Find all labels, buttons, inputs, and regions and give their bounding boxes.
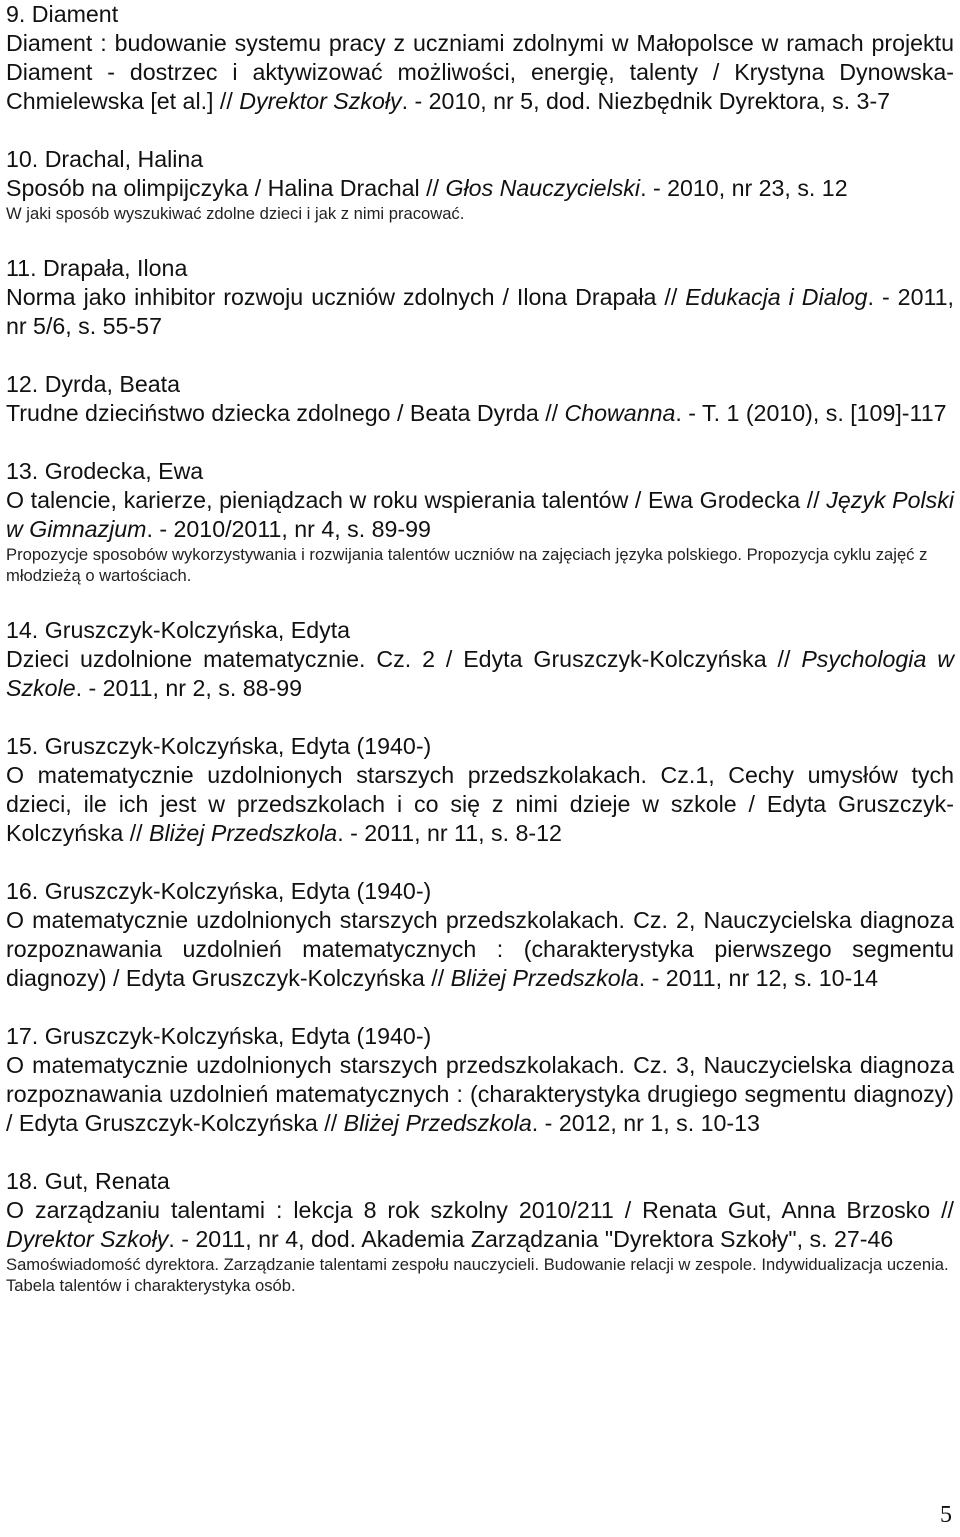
entry-details: . - 2011, nr 4, dod. Akademia Zarządzania "Dyrektora Szkoły", s. 27-46 [168, 1225, 894, 1252]
entry-author: Drapała, Ilona [42, 254, 188, 281]
bibliography-entry [6, 145, 954, 225]
bibliography-entry [6, 732, 954, 848]
entry-heading [6, 145, 954, 174]
entry-heading [6, 457, 954, 486]
bibliography-entry [6, 457, 954, 587]
entry-journal: Głos Nauczycielski [445, 175, 641, 201]
entry-number: 18. [6, 1167, 39, 1194]
entry-heading [6, 1167, 954, 1196]
entry-author: Drachal, Halina [44, 146, 204, 172]
entry-author: Gruszczyk-Kolczyńska, Edyta [44, 616, 351, 643]
entry-title: O matematycznie uzdolnionych starszych przedszkolakach. Cz.1, Cechy umysłów tych dzieci, ile ich jest w przedszkolach i co się z nimi dzieje w szkole / Edyta Gruszczyk-Kolczyńska // [6, 761, 954, 846]
entry-title: O zarządzaniu talentami : lekcja 8 rok szkolny 2010/211 / Renata Gut, Anna Brzosko // [6, 1196, 954, 1223]
entry-details: . - 2010, nr 5, dod. Niezbędnik Dyrektora, s. 3-7 [401, 88, 891, 114]
entry-description [6, 1051, 954, 1138]
entry-title: O talencie, karierze, pieniądzach w roku wspierania talentów / Ewa Grodecka // [6, 486, 827, 513]
entry-details: . - T. 1 (2010), s. [109]-117 [675, 399, 947, 426]
bibliography-entry [6, 0, 954, 116]
entry-number: 17. [6, 1022, 39, 1049]
entry-number: 12. [6, 370, 39, 397]
entry-title: O matematycznie uzdolnionych starszych przedszkolakach. Cz. 3, Nauczycielska diagnoza rozpoznawania uzdolnień matematycznych : (charakterystyka drugiego segmentu diagnozy) / Edyta Gruszczyk-Kolczyńska // [6, 1051, 954, 1136]
bibliography-entry [6, 877, 954, 993]
entry-author: Gruszczyk-Kolczyńska, Edyta (1940-) [44, 1022, 432, 1049]
entry-details: . - 2011, nr 11, s. 8-12 [337, 819, 562, 846]
entry-details: . - 2010/2011, nr 4, s. 89-99 [146, 515, 431, 542]
entry-number: 10. [6, 146, 39, 172]
entry-number: 16. [6, 877, 39, 904]
entry-journal: Bliżej Przedszkola [149, 819, 338, 846]
entry-note: Propozycje sposobów wykorzystywania i rozwijania talentów uczniów na zajęciach języka polskiego. Propozycja cyklu zajęć z młodzieżą o wartościach. [6, 544, 928, 585]
entry-journal: Dyrektor Szkoły [6, 1225, 169, 1252]
page-number: 5 [940, 1502, 952, 1528]
entry-heading [6, 0, 954, 29]
entry-details: . - 2010, nr 23, s. 12 [640, 175, 848, 201]
bibliography-list [6, 0, 954, 1297]
entry-title: Dzieci uzdolnione matematycznie. Cz. 2 / Edyta Gruszczyk-Kolczyńska // [6, 645, 802, 672]
entry-description [6, 399, 954, 428]
entry-author: Grodecka, Ewa [44, 457, 204, 484]
entry-journal: Bliżej Przedszkola [343, 1109, 532, 1136]
entry-author: Gruszczyk-Kolczyńska, Edyta (1940-) [44, 732, 432, 759]
entry-journal: Bliżej Przedszkola [450, 964, 639, 991]
entry-journal: Chowanna [564, 399, 676, 426]
entry-description [6, 283, 954, 341]
entry-author: Dyrda, Beata [44, 370, 181, 397]
entry-description [6, 761, 954, 848]
entry-title: O matematycznie uzdolnionych starszych przedszkolakach. Cz. 2, Nauczycielska diagnoza rozpoznawania uzdolnień matematycznych : (charakterystyka pierwszego segmentu diagnozy) / Edyta Gruszczyk-Kolczyńska // [6, 906, 954, 991]
entry-title: Diament : budowanie systemu pracy z uczniami zdolnymi w Małopolsce w ramach projektu Diament - dostrzec i aktywizować możliwości, energię, talenty / Krystyna Dynowska-Chmielewska [et al.] // [6, 30, 954, 114]
entry-note: W jaki sposób wyszukiwać zdolne dzieci i jak z nimi pracować. [6, 204, 465, 223]
entry-heading [6, 1022, 954, 1051]
bibliography-entry [6, 1167, 954, 1297]
entry-journal: Język Polski w Gimnazjum [6, 486, 954, 542]
entry-number: 14. [6, 616, 39, 643]
entry-details: . - 2011, nr 5/6, s. 55-57 [6, 283, 954, 339]
entry-note: Samoświadomość dyrektora. Zarządzanie talentami zespołu nauczycieli. Budowanie relacji w zespole. Indywidualizacja uczenia. Tabela talentów i charakterystyka osób. [6, 1254, 949, 1295]
entry-description [6, 1196, 954, 1254]
entry-heading [6, 877, 954, 906]
entry-author: Diament [31, 1, 119, 27]
entry-details: . - 2012, nr 1, s. 10-13 [531, 1109, 760, 1136]
entry-heading [6, 732, 954, 761]
bibliography-entry [6, 1022, 954, 1138]
bibliography-entry [6, 254, 954, 341]
entry-author: Gruszczyk-Kolczyńska, Edyta (1940-) [44, 877, 432, 904]
entry-heading [6, 616, 954, 645]
bibliography-entry [6, 616, 954, 703]
entry-details: . - 2011, nr 2, s. 88-99 [75, 674, 303, 701]
entry-number: 11. [6, 254, 37, 281]
entry-journal: Psychologia w Szkole [6, 645, 955, 701]
entry-number: 15. [6, 732, 39, 759]
entry-heading [6, 370, 954, 399]
entry-title: Sposób na olimpijczyka / Halina Drachal // [6, 175, 446, 201]
entry-journal: Dyrektor Szkoły [239, 88, 402, 114]
entry-heading [6, 254, 954, 283]
entry-title: Norma jako inhibitor rozwoju uczniów zdolnych / Ilona Drapała // [6, 283, 686, 310]
entry-details: . - 2011, nr 12, s. 10-14 [638, 964, 879, 991]
entry-description [6, 486, 954, 544]
entry-journal: Edukacja i Dialog [685, 283, 868, 310]
entry-description [6, 29, 954, 116]
entry-description [6, 906, 954, 993]
entry-title: Trudne dzieciństwo dziecka zdolnego / Beata Dyrda // [6, 399, 565, 426]
entry-number: 9. [6, 1, 26, 27]
entry-author: Gut, Renata [44, 1167, 170, 1194]
entry-number: 13. [6, 457, 39, 484]
entry-description [6, 174, 954, 203]
entry-description [6, 645, 954, 703]
bibliography-entry [6, 370, 954, 428]
